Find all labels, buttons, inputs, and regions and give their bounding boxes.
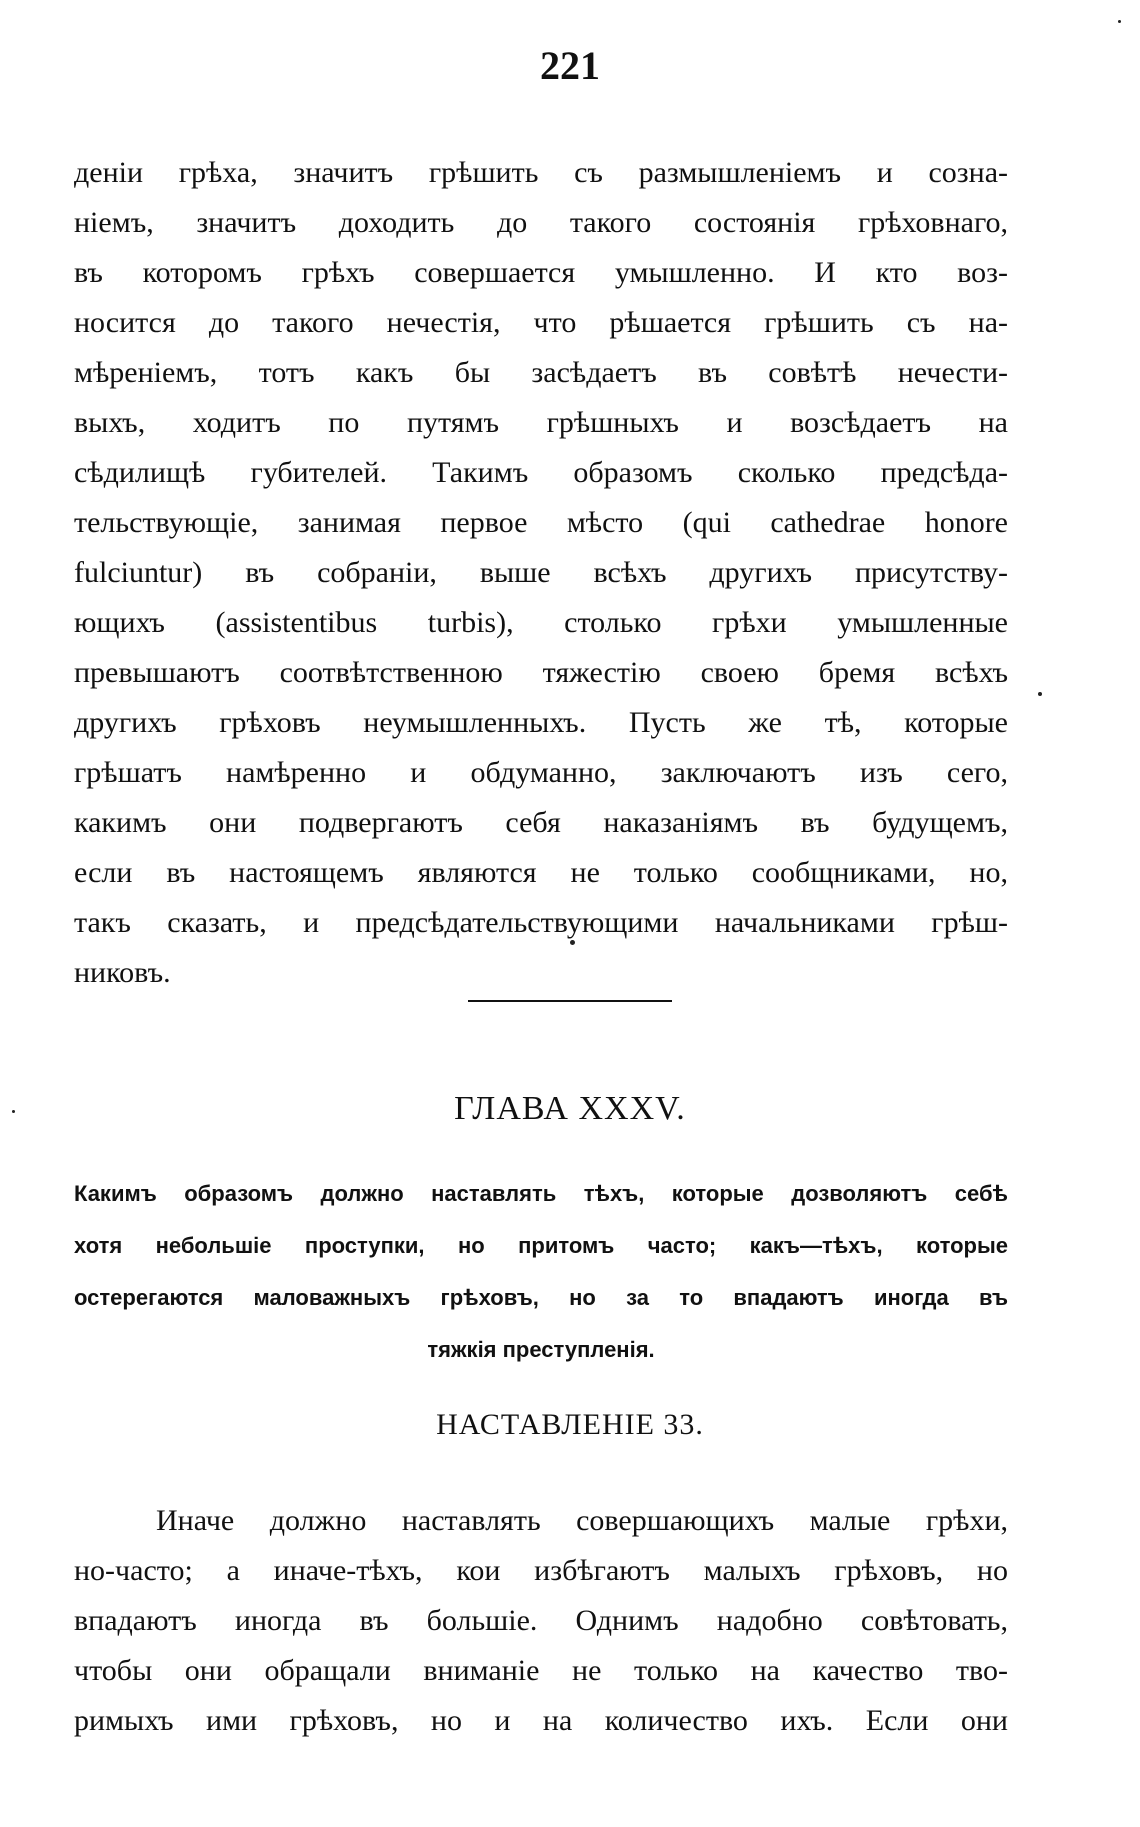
summary-line: остерегаются маловажныхъ грѣховъ, но за то впадаютъ иногда въ: [74, 1285, 1008, 1310]
text-line: ющихъ (assistentibus turbis), столько грѣхи умышленные: [74, 606, 1008, 639]
text-line: какимъ они подвергаютъ себя наказаніямъ въ будущемъ,: [74, 806, 1008, 839]
chapter-title: ГЛАВА XXXV.: [454, 1090, 686, 1127]
summary-line: хотя небольшіе проступки, но притомъ часто; какъ—тѣхъ, которые: [74, 1233, 1008, 1258]
body-paragraph-2: [74, 1496, 1008, 1746]
text-line: fulciuntur) въ собраніи, выше всѣхъ другихъ присутству-: [74, 556, 1008, 589]
summary-line: Какимъ образомъ должно наставлять тѣхъ, которые дозволяютъ себѣ: [74, 1181, 1008, 1206]
text-line: никовъ.: [74, 956, 171, 989]
summary-line: тяжкія преступленія.: [427, 1337, 655, 1362]
body-paragraph-1: [74, 148, 1008, 998]
text-line: другихъ грѣховъ неумышленныхъ. Пусть же тѣ, которые: [74, 706, 1008, 739]
text-line: но-часто; а иначе-тѣхъ, кои избѣгаютъ малыхъ грѣховъ, но: [74, 1554, 1008, 1587]
page-number: 221: [540, 43, 600, 88]
text-line: сѣдилищѣ губителей. Такимъ образомъ сколько предсѣда-: [74, 456, 1008, 489]
section-title: НАСТАВЛЕНІЕ 33.: [436, 1408, 704, 1441]
text-line: выхъ, ходитъ по путямъ грѣшныхъ и возсѣдаетъ на: [74, 406, 1008, 439]
print-speck: [12, 1110, 15, 1113]
text-line: Иначе должно наставлять совершающихъ малые грѣхи,: [156, 1504, 1008, 1537]
print-speck: [570, 940, 575, 945]
text-line: чтобы они обращали вниманіе не только на качество тво-: [74, 1654, 1008, 1687]
text-line: грѣшатъ намѣренно и обдуманно, заключаютъ изъ сего,: [74, 756, 1008, 789]
text-line: носится до такого нечестія, что рѣшается грѣшить съ на-: [74, 306, 1008, 339]
text-line: если въ настоящемъ являются не только сообщниками, но,: [74, 856, 1008, 889]
print-speck: [1038, 692, 1042, 696]
text-line: деніи грѣха, значитъ грѣшить съ размышленіемъ и созна-: [74, 156, 1008, 189]
text-line: превышаютъ соотвѣтственною тяжестію своею бремя всѣхъ: [74, 656, 1008, 689]
text-line: мѣреніемъ, тотъ какъ бы засѣдаетъ въ совѣтѣ нечести-: [74, 356, 1008, 389]
chapter-summary: [74, 1168, 1008, 1376]
text-line: такъ сказать, и предсѣдательствующими начальниками грѣш-: [74, 906, 1008, 939]
text-line: впадаютъ иногда въ большіе. Однимъ надобно совѣтовать,: [74, 1604, 1008, 1637]
text-line: ніемъ, значитъ доходить до такого состоянія грѣховнаго,: [74, 206, 1008, 239]
print-speck: [1118, 20, 1121, 23]
section-divider: [468, 1000, 672, 1002]
text-line: въ которомъ грѣхъ совершается умышленно. И кто воз-: [74, 256, 1008, 289]
text-line: римыхъ ими грѣховъ, но и на количество ихъ. Если они: [74, 1704, 1008, 1737]
text-line: тельствующіе, занимая первое мѣсто (qui cathedrae honore: [74, 506, 1008, 539]
